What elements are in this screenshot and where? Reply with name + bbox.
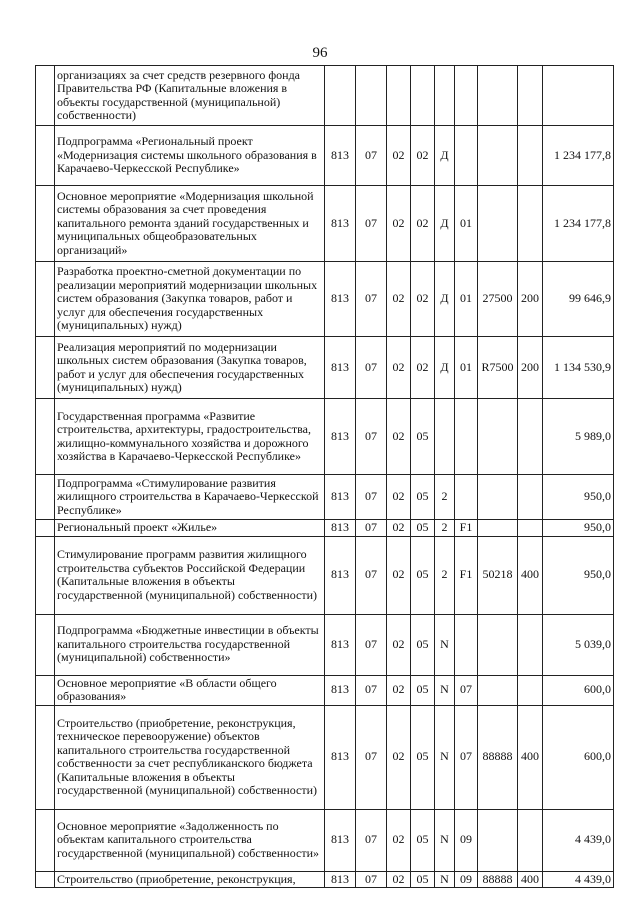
target-article-part4 bbox=[478, 520, 518, 537]
target-article-part1: 05 bbox=[411, 809, 435, 871]
target-article-part1: 05 bbox=[411, 614, 435, 675]
expense-type-code: 200 bbox=[518, 262, 543, 337]
table-row bbox=[36, 871, 614, 888]
subsection-code: 02 bbox=[387, 809, 411, 871]
target-article-part3: 07 bbox=[455, 705, 478, 809]
table-row bbox=[36, 399, 614, 475]
amount: 1 234 177,8 bbox=[543, 126, 614, 186]
table-row bbox=[36, 675, 614, 705]
target-article-part4: 50218 bbox=[478, 536, 518, 614]
target-article-part4 bbox=[478, 475, 518, 520]
row-name: Стимулирование программ развития жилищного строительства субъектов Российской Федерации (Капитальные вложения в объекты государственной (муниципальной) собственности) bbox=[55, 536, 325, 614]
budget-table bbox=[35, 65, 614, 888]
amount bbox=[543, 66, 614, 126]
table-row bbox=[36, 520, 614, 537]
admin-code: 813 bbox=[325, 475, 356, 520]
row-name: Строительство (приобретение, реконструкция, техническое перевооружение) объектов капитального строительства государственной собственности за счет республиканского бюджета (Капитальные вложения в объекты государственной (муниципальной) собственности) bbox=[55, 705, 325, 809]
target-article-part2 bbox=[435, 66, 455, 126]
subsection-code: 02 bbox=[387, 705, 411, 809]
row-name: Государственная программа «Развитие строительства, архитектуры, градостроительства, жилищно-коммунального хозяйства и дорожного хозяйства в Карачаево-Черкесской Республике» bbox=[55, 399, 325, 475]
target-article-part4 bbox=[478, 186, 518, 262]
subsection-code: 02 bbox=[387, 614, 411, 675]
subsection-code: 02 bbox=[387, 475, 411, 520]
amount: 5 989,0 bbox=[543, 399, 614, 475]
admin-code: 813 bbox=[325, 399, 356, 475]
expense-type-code: 400 bbox=[518, 705, 543, 809]
blank-cell bbox=[36, 66, 55, 126]
amount: 1 134 530,9 bbox=[543, 337, 614, 399]
amount: 4 439,0 bbox=[543, 809, 614, 871]
table-row bbox=[36, 614, 614, 675]
subsection-code: 02 bbox=[387, 262, 411, 337]
table-row bbox=[36, 809, 614, 871]
section-code: 07 bbox=[356, 475, 387, 520]
target-article-part3 bbox=[455, 475, 478, 520]
row-name: Подпрограмма «Бюджетные инвестиции в объекты капитального строительства государственной (муниципальной) собственности» bbox=[55, 614, 325, 675]
section-code: 07 bbox=[356, 871, 387, 888]
row-name: Региональный проект «Жилье» bbox=[55, 520, 325, 537]
table-row bbox=[36, 126, 614, 186]
expense-type-code bbox=[518, 186, 543, 262]
blank-cell bbox=[36, 475, 55, 520]
blank-cell bbox=[36, 675, 55, 705]
blank-cell bbox=[36, 399, 55, 475]
subsection-code bbox=[387, 66, 411, 126]
blank-cell bbox=[36, 262, 55, 337]
table-row bbox=[36, 66, 614, 126]
admin-code: 813 bbox=[325, 675, 356, 705]
blank-cell bbox=[36, 337, 55, 399]
section-code: 07 bbox=[356, 536, 387, 614]
section-code: 07 bbox=[356, 809, 387, 871]
target-article-part3 bbox=[455, 399, 478, 475]
amount: 950,0 bbox=[543, 475, 614, 520]
row-name: Основное мероприятие «В области общего образования» bbox=[55, 675, 325, 705]
admin-code: 813 bbox=[325, 809, 356, 871]
table-row bbox=[36, 337, 614, 399]
expense-type-code bbox=[518, 675, 543, 705]
expense-type-code bbox=[518, 520, 543, 537]
section-code: 07 bbox=[356, 675, 387, 705]
target-article-part3: 09 bbox=[455, 809, 478, 871]
admin-code: 813 bbox=[325, 337, 356, 399]
blank-cell bbox=[36, 126, 55, 186]
amount: 600,0 bbox=[543, 675, 614, 705]
section-code: 07 bbox=[356, 520, 387, 537]
target-article-part4: 88888 bbox=[478, 871, 518, 888]
table-row bbox=[36, 536, 614, 614]
table-row bbox=[36, 475, 614, 520]
blank-cell bbox=[36, 520, 55, 537]
subsection-code: 02 bbox=[387, 871, 411, 888]
row-name: Реализация мероприятий по модернизации школьных систем образования (Закупка товаров, работ и услуг для обеспечения государственных (муниципальных) нужд) bbox=[55, 337, 325, 399]
target-article-part3: 01 bbox=[455, 337, 478, 399]
target-article-part3: 07 bbox=[455, 675, 478, 705]
target-article-part4 bbox=[478, 614, 518, 675]
section-code: 07 bbox=[356, 186, 387, 262]
subsection-code: 02 bbox=[387, 520, 411, 537]
target-article-part3 bbox=[455, 614, 478, 675]
expense-type-code: 400 bbox=[518, 871, 543, 888]
target-article-part4: 88888 bbox=[478, 705, 518, 809]
expense-type-code bbox=[518, 126, 543, 186]
admin-code: 813 bbox=[325, 262, 356, 337]
target-article-part1: 02 bbox=[411, 262, 435, 337]
subsection-code: 02 bbox=[387, 186, 411, 262]
amount: 950,0 bbox=[543, 520, 614, 537]
expense-type-code: 200 bbox=[518, 337, 543, 399]
target-article-part2: N bbox=[435, 705, 455, 809]
target-article-part3 bbox=[455, 126, 478, 186]
target-article-part2: 2 bbox=[435, 520, 455, 537]
target-article-part2: N bbox=[435, 809, 455, 871]
section-code: 07 bbox=[356, 337, 387, 399]
section-code bbox=[356, 66, 387, 126]
target-article-part1: 05 bbox=[411, 675, 435, 705]
table-row bbox=[36, 705, 614, 809]
target-article-part2: Д bbox=[435, 126, 455, 186]
target-article-part2: N bbox=[435, 675, 455, 705]
admin-code: 813 bbox=[325, 186, 356, 262]
admin-code: 813 bbox=[325, 520, 356, 537]
target-article-part1 bbox=[411, 66, 435, 126]
blank-cell bbox=[36, 614, 55, 675]
section-code: 07 bbox=[356, 262, 387, 337]
blank-cell bbox=[36, 871, 55, 888]
target-article-part4 bbox=[478, 66, 518, 126]
section-code: 07 bbox=[356, 399, 387, 475]
target-article-part4 bbox=[478, 126, 518, 186]
subsection-code: 02 bbox=[387, 399, 411, 475]
row-name: Подпрограмма «Региональный проект «Модернизация системы школьного образования в Карачаево-Черкесской Республике» bbox=[55, 126, 325, 186]
target-article-part1: 05 bbox=[411, 475, 435, 520]
row-name: организациях за счет средств резервного фонда Правительства РФ (Капитальные вложения в объекты государственной (муниципальной) собственности) bbox=[55, 66, 325, 126]
amount: 950,0 bbox=[543, 536, 614, 614]
section-code: 07 bbox=[356, 705, 387, 809]
subsection-code: 02 bbox=[387, 536, 411, 614]
blank-cell bbox=[36, 809, 55, 871]
expense-type-code bbox=[518, 614, 543, 675]
target-article-part3: 01 bbox=[455, 186, 478, 262]
target-article-part2: 2 bbox=[435, 475, 455, 520]
target-article-part2: Д bbox=[435, 262, 455, 337]
target-article-part2 bbox=[435, 399, 455, 475]
target-article-part3: 09 bbox=[455, 871, 478, 888]
amount: 600,0 bbox=[543, 705, 614, 809]
target-article-part2: N bbox=[435, 614, 455, 675]
target-article-part1: 02 bbox=[411, 337, 435, 399]
target-article-part3: 01 bbox=[455, 262, 478, 337]
target-article-part1: 05 bbox=[411, 705, 435, 809]
admin-code: 813 bbox=[325, 126, 356, 186]
amount: 4 439,0 bbox=[543, 871, 614, 888]
target-article-part1: 05 bbox=[411, 399, 435, 475]
expense-type-code bbox=[518, 809, 543, 871]
target-article-part4: 27500 bbox=[478, 262, 518, 337]
row-name: Основное мероприятие «Модернизация школьной системы образования за счет проведения капитального ремонта зданий государственных и муниципальных общеобразовательных организаций» bbox=[55, 186, 325, 262]
target-article-part1: 02 bbox=[411, 126, 435, 186]
target-article-part1: 05 bbox=[411, 871, 435, 888]
expense-type-code: 400 bbox=[518, 536, 543, 614]
target-article-part2: Д bbox=[435, 186, 455, 262]
subsection-code: 02 bbox=[387, 126, 411, 186]
target-article-part4: R7500 bbox=[478, 337, 518, 399]
admin-code: 813 bbox=[325, 614, 356, 675]
target-article-part3: F1 bbox=[455, 520, 478, 537]
admin-code: 813 bbox=[325, 705, 356, 809]
row-name: Строительство (приобретение, реконструкция, bbox=[55, 871, 325, 888]
row-name: Подпрограмма «Стимулирование развития жилищного строительства в Карачаево-Черкесской Республике» bbox=[55, 475, 325, 520]
amount: 5 039,0 bbox=[543, 614, 614, 675]
table-body bbox=[36, 66, 614, 888]
amount: 1 234 177,8 bbox=[543, 186, 614, 262]
target-article-part1: 05 bbox=[411, 536, 435, 614]
target-article-part4 bbox=[478, 675, 518, 705]
target-article-part2: Д bbox=[435, 337, 455, 399]
target-article-part4 bbox=[478, 809, 518, 871]
target-article-part3 bbox=[455, 66, 478, 126]
table-row bbox=[36, 262, 614, 337]
expense-type-code bbox=[518, 399, 543, 475]
blank-cell bbox=[36, 186, 55, 262]
admin-code: 813 bbox=[325, 536, 356, 614]
target-article-part1: 05 bbox=[411, 520, 435, 537]
target-article-part2: 2 bbox=[435, 536, 455, 614]
target-article-part4 bbox=[478, 399, 518, 475]
target-article-part2: N bbox=[435, 871, 455, 888]
expense-type-code bbox=[518, 475, 543, 520]
section-code: 07 bbox=[356, 126, 387, 186]
admin-code bbox=[325, 66, 356, 126]
row-name: Разработка проектно-сметной документации по реализации мероприятий модернизации школьных систем образования (Закупка товаров, работ и услуг для обеспечения государственных (муниципальных) нужд) bbox=[55, 262, 325, 337]
subsection-code: 02 bbox=[387, 337, 411, 399]
target-article-part1: 02 bbox=[411, 186, 435, 262]
blank-cell bbox=[36, 705, 55, 809]
target-article-part3: F1 bbox=[455, 536, 478, 614]
admin-code: 813 bbox=[325, 871, 356, 888]
page-number: 96 bbox=[312, 45, 328, 61]
row-name: Основное мероприятие «Задолженность по объектам капитального строительства государственной (муниципальной) собственности» bbox=[55, 809, 325, 871]
table-row bbox=[36, 186, 614, 262]
expense-type-code bbox=[518, 66, 543, 126]
subsection-code: 02 bbox=[387, 675, 411, 705]
section-code: 07 bbox=[356, 614, 387, 675]
amount: 99 646,9 bbox=[543, 262, 614, 337]
blank-cell bbox=[36, 536, 55, 614]
